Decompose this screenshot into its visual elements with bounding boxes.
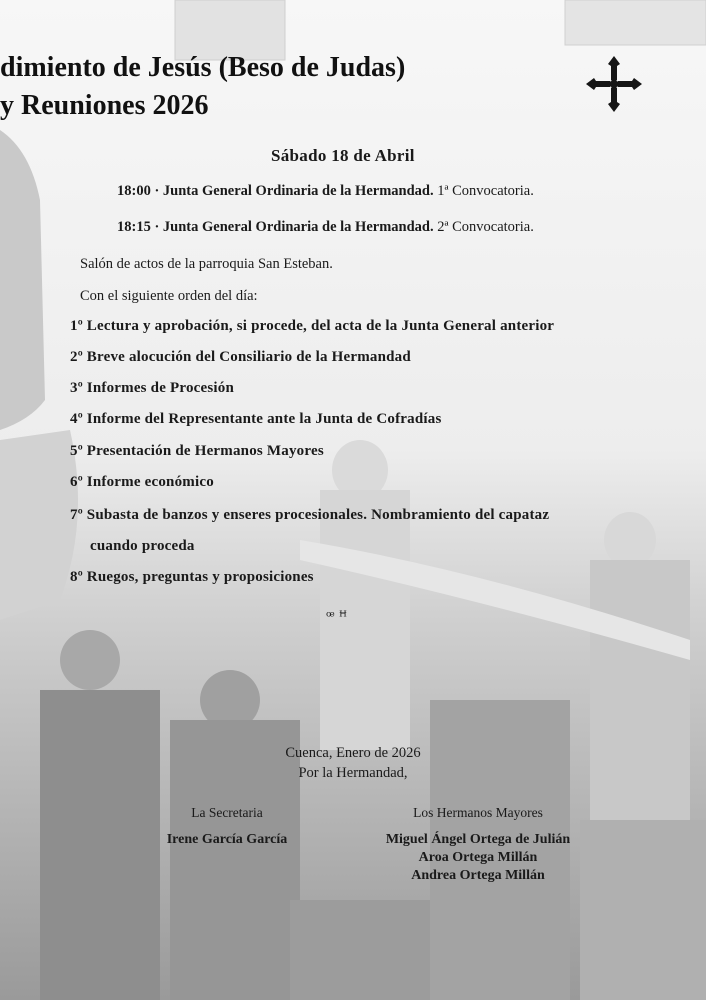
page-title: dimiento de Jesús (Beso de Judas) [0, 52, 406, 83]
mayor-name: Miguel Ángel Ortega de Julián [385, 832, 571, 847]
ornament-divider: ꟹ ꟸ [326, 609, 347, 625]
agenda-item: 4º Informe del Representante ante la Junta de Cofradías [70, 411, 442, 427]
session-1 [117, 183, 534, 200]
agenda-item: 8º Ruegos, preguntas y proposiciones [70, 569, 314, 585]
mayor-name: Aroa Ortega Millán [418, 850, 538, 865]
meeting-date: Sábado 18 de Abril [271, 146, 415, 165]
secretary-role: La Secretaria [191, 805, 263, 820]
session-2-call: 2ª Convocatoria. [437, 219, 534, 235]
page-subtitle: y Reuniones 2026 [0, 90, 209, 121]
cross-icon [584, 54, 644, 114]
agenda-item-continuation: cuando proceda [90, 538, 195, 554]
mayor-name: Andrea Ortega Millán [411, 868, 545, 883]
agenda-item: 5º Presentación de Hermanos Mayores [70, 443, 324, 459]
signoff: Por la Hermandad, [298, 765, 408, 781]
mayors-role: Los Hermanos Mayores [413, 805, 543, 820]
session-1-title: 18:00 · Junta General Ordinaria de la Hermandad. [117, 183, 434, 199]
secretary-name: Irene García García [166, 832, 288, 847]
agenda-item: 7º Subasta de banzos y enseres procesionales. Nombramiento del capataz [70, 507, 550, 523]
agenda-item: 3º Informes de Procesión [70, 380, 235, 396]
place-date: Cuenca, Enero de 2026 [285, 745, 421, 761]
agenda-item: 6º Informe económico [70, 474, 214, 490]
agenda-intro: Con el siguiente orden del día: [80, 288, 258, 304]
meeting-location: Salón de actos de la parroquia San Esteban. [80, 256, 333, 272]
session-2-title: 18:15 · Junta General Ordinaria de la Hermandad. [117, 219, 434, 235]
agenda-item: 1º Lectura y aprobación, si procede, del acta de la Junta General anterior [70, 318, 555, 334]
session-2 [117, 219, 534, 236]
session-1-call: 1ª Convocatoria. [437, 183, 534, 199]
agenda-item: 2º Breve alocución del Consiliario de la Hermandad [70, 349, 411, 365]
